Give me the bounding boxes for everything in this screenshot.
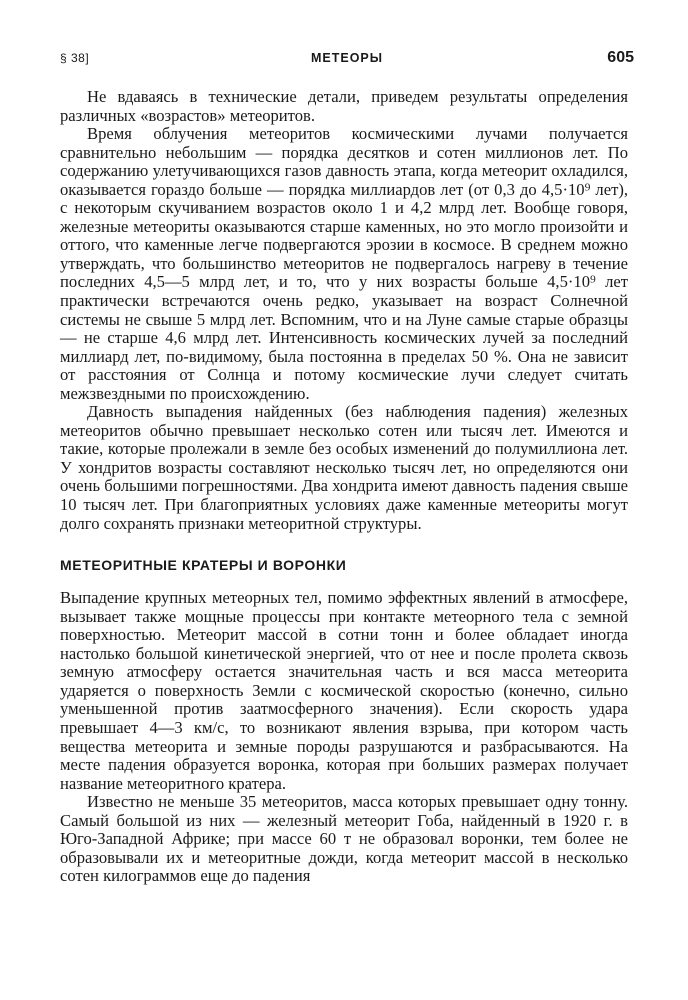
- paragraph: Известно не меньше 35 метеоритов, масса которых превышает одну тонну. Самый большой из них — железный метеорит Гоба, найденный в 1920 г. в Юго-Западной Африке; при массе 60 т не образовал воронки, тем более не образовывали их и метеоритные дожди, когда метеорит массой в несколько сотен килограммов еще до падения: [60, 792, 628, 886]
- body-text: [60, 88, 628, 886]
- running-title: МЕТЕОРЫ: [310, 51, 384, 65]
- section-number: § 38]: [60, 51, 90, 65]
- paragraph: Выпадение крупных метеорных тел, помимо эффектных явлений в атмосфере, вызывает также мощные процессы при контакте метеорного тела с земной поверхностью. Метеорит массой в сотни тонн и более обладает иногда настолько большой кинетической энергией, что от нее и после пролета сквозь земную атмосферу остается значительная часть и вся масса метеорита ударяется о поверхность Земли с космической скоростью (конечно, сильно уменьшенной против заатмосферного значения). Если скорость удара превышает 4—3 км/с, то возникают явления взрыва, при котором часть вещества метеорита и земные породы разрушаются и разбрасываются. На месте падения образуется воронка, которая при больших размерах получает название метеоритного кратера.: [60, 588, 628, 793]
- paragraph: Не вдаваясь в технические детали, приведем результаты определения различных «возрастов» метеоритов.: [60, 87, 628, 125]
- paragraph: Давность выпадения найденных (без наблюдения падения) железных метеоритов обычно превышает несколько сотен или тысяч лет. Имеются и такие, которые пролежали в земле без особых изменений до полумиллиона лет. У хондритов возрасты составляют несколько тысяч лет, но определяются они очень большими погрешностями. Два хондрита имеют давность падения свыше 10 тысяч лет. При благоприятных условиях даже каменные метеориты могут долго сохранять признаки метеоритной структуры.: [60, 402, 628, 533]
- section-heading: МЕТЕОРИТНЫЕ КРАТЕРЫ И ВОРОНКИ: [60, 557, 347, 574]
- page-number: 605: [607, 49, 634, 66]
- paragraph: Время облучения метеоритов космическими лучами получается сравнительно небольшим — порядка десятков и сотен миллионов лет. По содержанию улетучивающихся газов давность этапа, когда метеорит охладился, оказывается гораздо больше — порядка миллиардов лет (от 0,3 до 4,5·10⁹ лет), с некоторым скучиванием возрастов около 1 и 4,2 млрд лет. Вообще говоря, железные метеориты оказываются старше каменных, но это могло произойти и оттого, что каменные легче подвергаются эрозии в космосе. В среднем можно утверждать, что большинство метеоритов не подвергалось нагреву в течение последних 4,5—5 млрд лет, и то, что у них возрасты больше 4,5·10⁹ лет практически встречаются очень редко, указывает на возраст Солнечной системы не свыше 5 млрд лет. Вспомним, что и на Луне самые старые образцы — не старше 4,6 млрд лет. Интенсивность космических лучей за последний миллиард лет, по-видимому, была постоянна в пределах 50 %. Она не зависит от расстояния от Солнца и потому космические лучи следует считать межзвездными по происхождению.: [60, 124, 628, 403]
- running-head: [60, 49, 634, 71]
